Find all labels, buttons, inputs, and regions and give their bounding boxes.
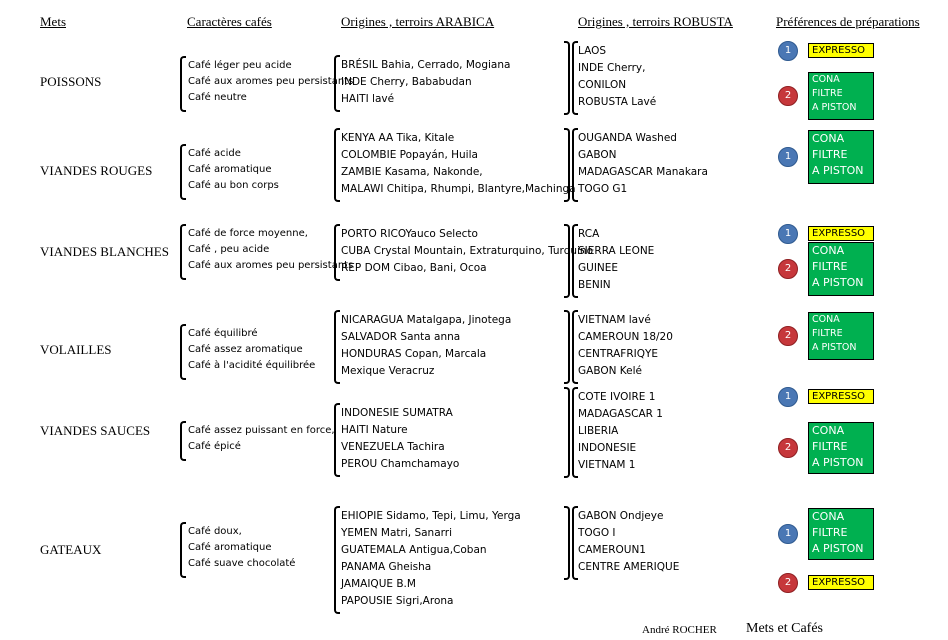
robusta-item: TOGO G1 [578,183,628,195]
robusta-brace [564,41,570,115]
arabica-item: PEROU Chamchamayo [341,458,460,470]
robusta-item: VIETNAM lavé [578,314,651,326]
preparation-line: CONA [812,244,845,257]
robusta-item: INDE Cherry, [578,62,646,74]
preparation-cona [808,72,874,120]
caractere-item: Café aux aromes peu persistants [188,260,354,271]
arabica-brace [334,506,340,614]
rank-circle: 1 [778,224,798,244]
header-arabica: Origines , terroirs ARABICA [341,14,495,29]
arabica-brace [334,55,340,112]
preparation-line: CONA [812,132,845,145]
robusta-item: LIBERIA [578,425,619,437]
preparation-line: FILTRE [812,148,848,161]
arabica-item: REP DOM Cibao, Bani, Ocoa [341,262,487,274]
preparation-expresso: EXPRESSO [808,575,874,590]
rank-circle: 1 [778,41,798,61]
robusta-item: ROBUSTA Lavé [578,96,657,108]
preparation-line: A PISTON [812,342,857,353]
arabica-item: INDE Cherry, Bababudan [341,76,472,88]
header-caracteres: Caractères cafés [187,14,272,29]
caractere-item: Café assez puissant en force, [188,425,335,436]
arabica-item: PORTO RICOYauco Selecto [341,228,478,240]
rank-circle: 1 [778,147,798,167]
caractere-item: Café aromatique [188,542,272,553]
robusta-item: CENTRE AMERIQUE [578,561,680,573]
robusta-item: VIETNAM 1 [578,459,636,471]
caractere-item: Café épicé [188,441,241,452]
arabica-item: PAPOUSIE Sigri,Arona [341,595,454,607]
preparation-line: A PISTON [812,456,864,469]
arabica-brace [334,224,340,281]
preparation-expresso: EXPRESSO [808,226,874,241]
arabica-item: NICARAGUA Matalgapa, Jinotega [341,314,512,326]
robusta-item: TOGO I [578,527,616,539]
arabica-brace [334,403,340,477]
preparation-cona [808,312,874,360]
robusta-item: CAMEROUN 18/20 [578,331,673,343]
caracteres-brace [180,324,186,380]
caractere-item: Café au bon corps [188,180,279,191]
arabica-item: GUATEMALA Antigua,Coban [341,544,487,556]
robusta-item: LAOS [578,45,607,57]
header-mets: Mets [40,14,66,29]
header-preparations: Préférences de préparations [776,14,920,29]
rank-circle: 1 [778,524,798,544]
preparation-line: A PISTON [812,164,864,177]
arabica-item: INDONESIE SUMATRA [341,407,453,419]
robusta-item: OUGANDA Washed [578,132,677,144]
robusta-item: GUINEE [578,262,619,274]
footer-author: André ROCHER [642,624,717,636]
caracteres-brace [180,421,186,461]
robusta-item: INDONESIE [578,442,637,454]
preparation-cona [808,508,874,560]
robusta-item: GABON [578,149,617,161]
met-label: VIANDES BLANCHES [40,244,169,259]
robusta-item: COTE IVOIRE 1 [578,391,656,403]
preparation-line: A PISTON [812,542,864,555]
robusta-item: MADAGASCAR 1 [578,408,663,420]
robusta-item: GABON Kelé [578,365,642,377]
arabica-brace [334,128,340,202]
arabica-item: EHIOPIE Sidamo, Tepi, Limu, Yerga [341,510,521,522]
met-label: GATEAUX [40,542,102,557]
arabica-item: Mexique Veracruz [341,365,435,377]
caractere-item: Café de force moyenne, [188,228,308,239]
rank-circle: 2 [778,573,798,593]
arabica-item: YEMEN Matri, Sanarri [341,527,453,539]
robusta-brace [564,310,570,384]
arabica-item: VENEZUELA Tachira [341,441,445,453]
robusta-item: CENTRAFRIQYE [578,348,659,360]
preparation-line: CONA [812,74,840,85]
preparation-line: CONA [812,510,845,523]
rank-circle: 2 [778,326,798,346]
met-label: VIANDES SAUCES [40,423,151,438]
caractere-item: Café acide [188,148,241,159]
met-label: VOLAILLES [40,342,112,357]
rank-circle: 2 [778,259,798,279]
arabica-item: PANAMA Gheisha [341,561,432,573]
caractere-item: Café assez aromatique [188,344,303,355]
preparation-expresso: EXPRESSO [808,43,874,58]
robusta-brace [564,506,570,580]
robusta-item: RCA [578,228,600,240]
arabica-item: CUBA Crystal Mountain, Extraturquino, Turquino [341,245,594,257]
robusta-item: MADAGASCAR Manakara [578,166,708,178]
caractere-item: Café doux, [188,526,242,537]
robusta-item: BENIN [578,279,611,291]
caracteres-brace [180,224,186,280]
preparation-line: CONA [812,314,840,325]
arabica-item: HONDURAS Copan, Marcala [341,348,487,360]
preparation-line: FILTRE [812,88,843,99]
preparation-line: A PISTON [812,276,864,289]
caractere-item: Café suave chocolaté [188,558,296,569]
caractere-item: Café aux aromes peu persistants [188,76,354,87]
preparation-line: FILTRE [812,260,848,273]
preparation-line: FILTRE [812,526,848,539]
preparation-line: A PISTON [812,102,857,113]
preparation-line: FILTRE [812,328,843,339]
robusta-brace [564,128,570,202]
caractere-item: Café neutre [188,92,247,103]
preparation-line: CONA [812,424,845,437]
rank-circle: 1 [778,387,798,407]
arabica-brace [334,310,340,384]
preparation-cona [808,422,874,474]
arabica-item: JAMAIQUE B.M [341,578,416,590]
caractere-item: Café , peu acide [188,244,270,255]
header-robusta: Origines , terroirs ROBUSTA [578,14,733,29]
preparation-cona [808,242,874,296]
caractere-item: Café léger peu acide [188,60,292,71]
rank-circle: 2 [778,86,798,106]
caractere-item: Café équilibré [188,328,258,339]
robusta-brace [564,224,570,298]
robusta-item: SIERRA LEONE [578,245,655,257]
arabica-item: SALVADOR Santa anna [341,331,461,343]
preparation-line: FILTRE [812,440,848,453]
met-label: VIANDES ROUGES [40,163,153,178]
preparation-cona [808,130,874,184]
arabica-item: KENYA AA Tika, Kitale [341,132,455,144]
footer-title: Mets et Cafés [746,621,823,636]
caracteres-brace [180,144,186,200]
arabica-item: COLOMBIE Popayán, Huila [341,149,478,161]
arabica-item: MALAWI Chitipa, Rhumpi, Blantyre,Machinga [341,183,576,195]
caracteres-brace [180,522,186,578]
robusta-item: CONILON [578,79,627,91]
arabica-item: BRÉSIL Bahia, Cerrado, Mogiana [341,59,511,71]
caracteres-brace [180,56,186,112]
arabica-item: HAITI Nature [341,424,408,436]
caractere-item: Café à l'acidité équilibrée [188,360,316,371]
robusta-brace [564,387,570,478]
robusta-item: GABON Ondjeye [578,510,664,522]
preparation-expresso: EXPRESSO [808,389,874,404]
rank-circle: 2 [778,438,798,458]
arabica-item: ZAMBIE Kasama, Nakonde, [341,166,483,178]
met-label: POISSONS [40,74,102,89]
caractere-item: Café aromatique [188,164,272,175]
robusta-item: CAMEROUN1 [578,544,646,556]
arabica-item: HAITI lavé [341,93,395,105]
